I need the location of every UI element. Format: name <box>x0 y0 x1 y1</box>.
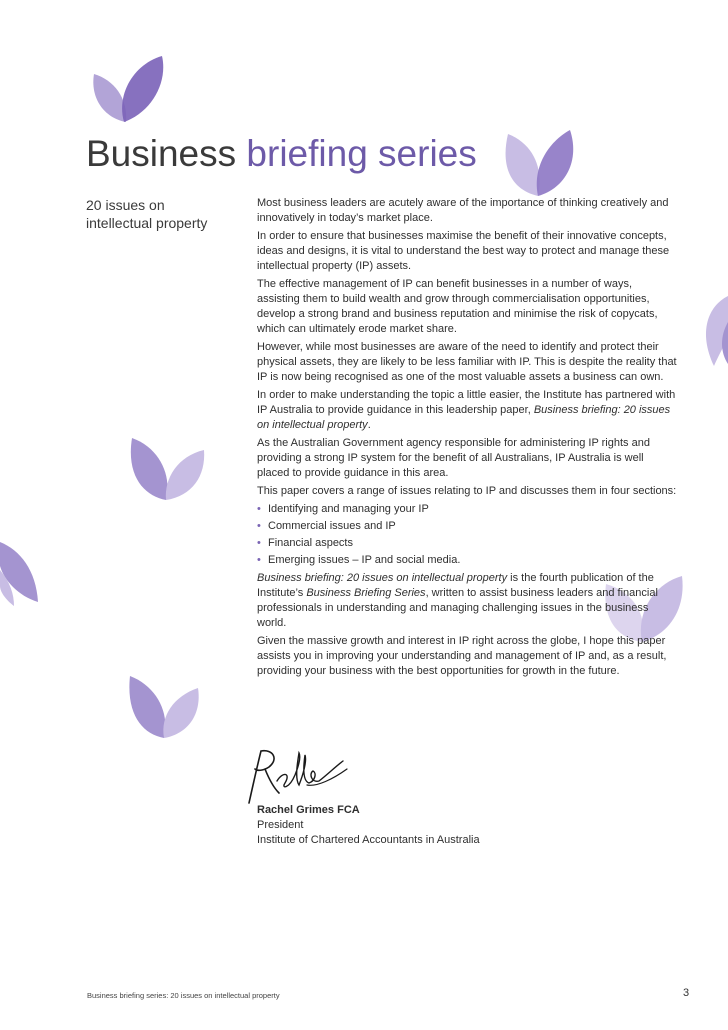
list-item-text: Emerging issues – IP and social media. <box>268 554 461 566</box>
bullet-icon: • <box>257 520 261 532</box>
leaf-decoration-left-edge <box>0 540 52 610</box>
subtitle <box>86 196 207 232</box>
paragraph-7: This paper covers a range of issues relating to IP and discusses them in four sections: <box>257 485 677 497</box>
paragraph-4: However, while most businesses are aware of the need to identify and protect their physical assets, they are likely to be less familiar with IP. This is despite the reality that IP is now being recognised as one of the most valuable assets a business can own. <box>257 341 677 383</box>
signatory-block <box>257 803 480 848</box>
list-item-text: Financial aspects <box>268 537 353 549</box>
paragraph-3: The effective management of IP can benefit businesses in a number of ways, assisting them to build wealth and grow through commercialisation opportunities, develop a strong brand and business reputation and minimise the risk of copycats, which can ultimately erode market share. <box>257 278 658 335</box>
paragraph-8-end: , written to assist business leaders and financial professionals in understanding and managing challenging issues in the business world. <box>257 587 658 629</box>
leaf-decoration-right-edge <box>690 292 728 372</box>
sections-list <box>257 502 677 568</box>
leaf-decoration-left-lower <box>122 670 202 742</box>
leaf-decoration-left-middle <box>122 430 206 504</box>
paragraph-5-publication-title: Business briefing: 20 issues on intellectual property <box>257 404 671 431</box>
handwritten-signature <box>243 745 353 807</box>
title-part-1: Business <box>86 133 237 174</box>
list-item-text: Identifying and managing your IP <box>268 503 429 515</box>
paragraph-8 <box>257 571 677 631</box>
paragraph-5-end: . <box>367 419 371 431</box>
subtitle-line-2: intellectual property <box>86 215 208 231</box>
paragraph-5 <box>257 388 677 433</box>
signatory-role: President <box>257 819 304 831</box>
list-item <box>257 519 677 534</box>
page-title <box>86 132 477 176</box>
bullet-icon: • <box>257 537 261 549</box>
list-item <box>257 536 677 551</box>
leaf-decoration-top-left <box>88 54 168 126</box>
signatory-name: Rachel Grimes FCA <box>257 804 360 816</box>
subtitle-line-1: 20 issues on <box>86 197 165 213</box>
paragraph-5-text: In order to make understanding the topic a little easier, the Institute has partnered with IP Australia to provide guidance in this leadership paper, <box>257 389 676 416</box>
list-item <box>257 502 677 517</box>
paragraph-8-text: is the fourth publication of the Institute’s <box>257 572 654 599</box>
paragraph-6: As the Australian Government agency responsible for administering IP rights and providing a strong IP system for the benefit of all Australians, IP Australia is well placed to provide guidance in this area. <box>257 437 650 479</box>
bullet-icon: • <box>257 554 261 566</box>
leaf-decoration-title-right <box>496 126 580 202</box>
footer-text: Business briefing series: 20 issues on intellectual property <box>87 991 280 1000</box>
paragraph-8-series-name: Business Briefing Series <box>306 587 426 599</box>
title-part-2: briefing series <box>246 133 477 174</box>
paragraph-8-publication-title: Business briefing: 20 issues on intellectual property <box>257 572 508 584</box>
page-number: 3 <box>683 987 690 999</box>
paragraph-9: Given the massive growth and interest in IP right across the globe, I hope this paper assists you in improving your understanding and management of IP and, as a result, providing your business with the best opportunities for growth in the future. <box>257 635 667 677</box>
list-item-text: Commercial issues and IP <box>268 520 396 532</box>
list-item <box>257 553 677 568</box>
body-text <box>257 196 677 682</box>
bullet-icon: • <box>257 503 261 515</box>
paragraph-1: Most business leaders are acutely aware of the importance of thinking creatively and innovatively in today’s market place. <box>257 197 669 224</box>
paragraph-2: In order to ensure that businesses maximise the benefit of their innovative concepts, ideas and designs, it is vital to understand the best way to protect and manage these intellectual property (IP) assets. <box>257 230 670 272</box>
signatory-organisation: Institute of Chartered Accountants in Australia <box>257 834 480 846</box>
